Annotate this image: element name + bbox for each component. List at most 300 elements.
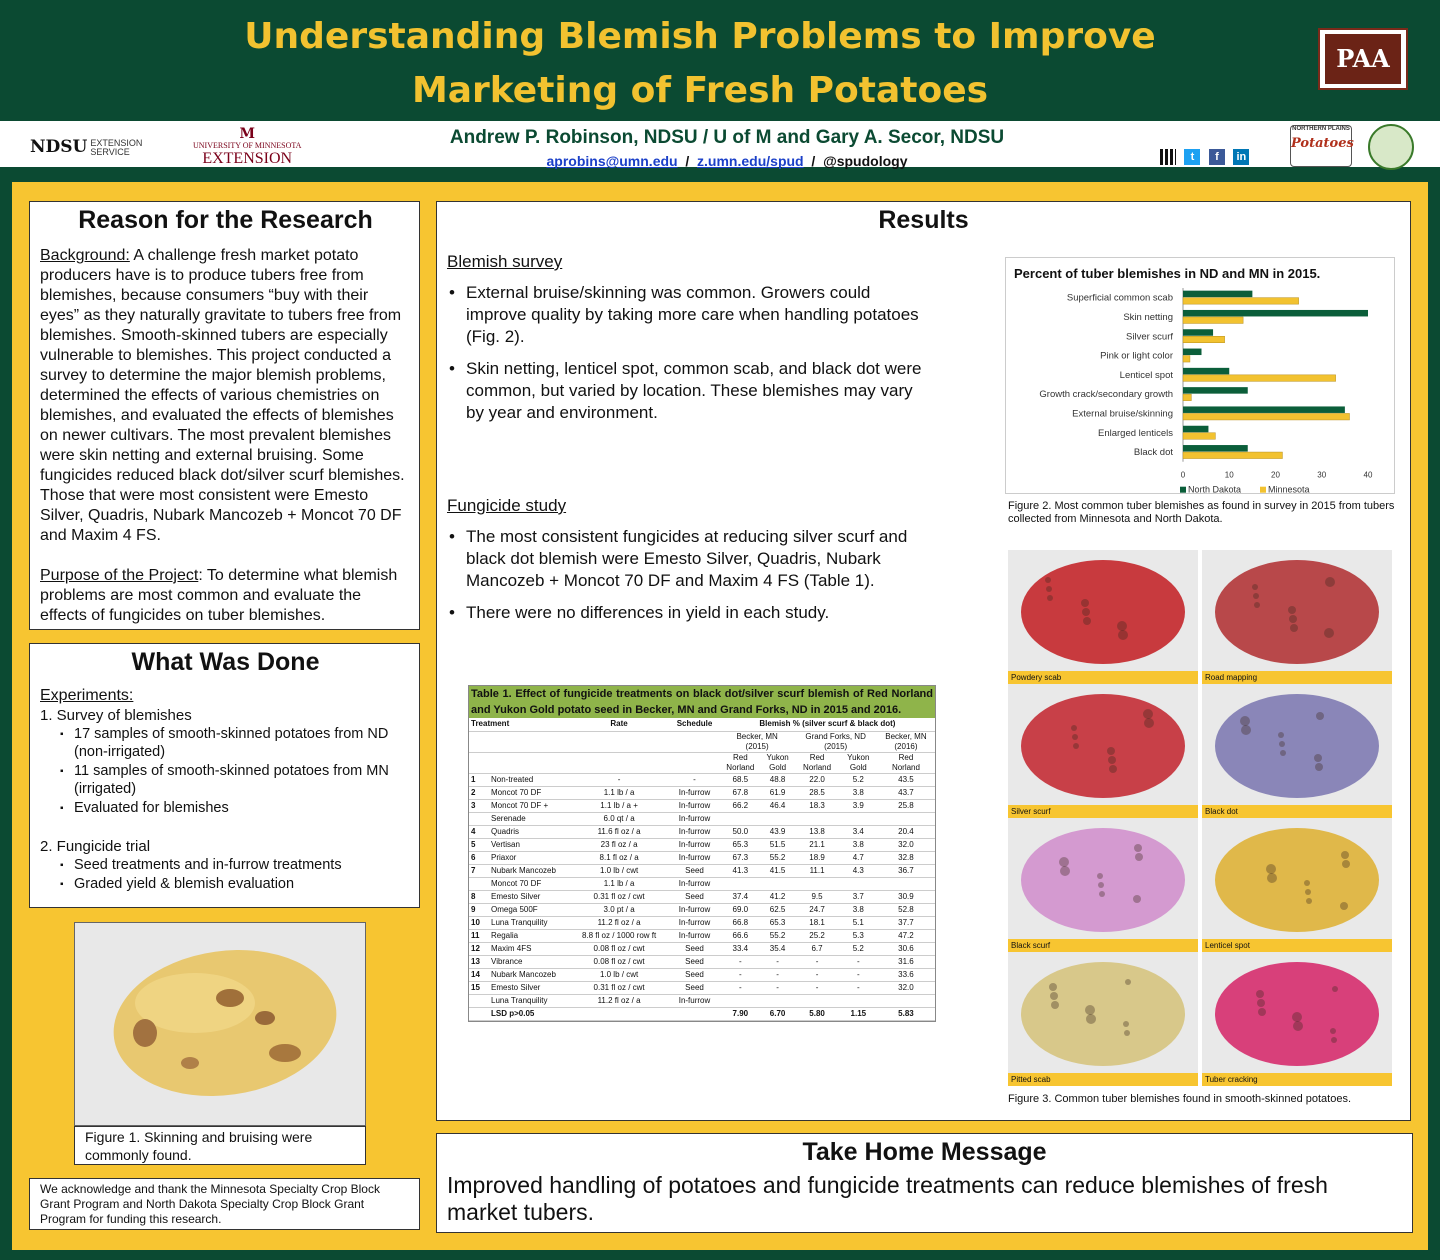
email-link[interactable]: aprobins@umn.edu bbox=[546, 153, 678, 169]
table-cell: 13 bbox=[469, 955, 489, 968]
table-cell: 1.0 lb / cwt bbox=[569, 864, 669, 877]
table-cell: 47.2 bbox=[877, 929, 935, 942]
table-cell: 51.5 bbox=[761, 838, 795, 851]
background-paragraph bbox=[40, 246, 411, 546]
table-cell: 31.6 bbox=[877, 955, 935, 968]
table-cell: In-furrow bbox=[669, 877, 720, 890]
table-cell: 5.83 bbox=[877, 1007, 935, 1020]
blemish-photo bbox=[1008, 952, 1198, 1086]
blemish-survey-label: Blemish survey bbox=[447, 252, 563, 271]
bar-minnesota bbox=[1183, 356, 1190, 363]
take-home-title: Take Home Message bbox=[802, 1138, 1047, 1166]
table-cell: 67.3 bbox=[720, 851, 761, 864]
table-cell: Luna Tranquility bbox=[489, 916, 569, 929]
figure-1-caption: Figure 1. Skinning and bruising were commonly found. bbox=[74, 1126, 366, 1165]
table-cell: In-furrow bbox=[669, 838, 720, 851]
table-cell: - bbox=[761, 981, 795, 994]
table-cell: - bbox=[840, 955, 877, 968]
table-cell bbox=[720, 812, 761, 825]
table-cell: 66.8 bbox=[720, 916, 761, 929]
tuber-illustration bbox=[1202, 684, 1392, 805]
table-cell: 24.7 bbox=[794, 903, 839, 916]
table-cell: 11.6 fl oz / a bbox=[569, 825, 669, 838]
table-row bbox=[469, 799, 935, 812]
table-cell: In-furrow bbox=[669, 812, 720, 825]
table-cell: In-furrow bbox=[669, 903, 720, 916]
c4a: Yukon bbox=[847, 752, 870, 762]
header-cultivar bbox=[794, 752, 839, 773]
title-line-1: Understanding Blemish Problems to Improve bbox=[244, 16, 1156, 57]
bar-minnesota bbox=[1183, 394, 1191, 401]
table-cell: 23 fl oz / a bbox=[569, 838, 669, 851]
loc2-text: Grand Forks, ND bbox=[805, 731, 866, 741]
table-cell: 3.8 bbox=[840, 838, 877, 851]
table-cell: 8.8 fl oz / 1000 row ft bbox=[569, 929, 669, 942]
table-cell: 37.7 bbox=[877, 916, 935, 929]
c5a: Red bbox=[898, 752, 914, 762]
table-row bbox=[469, 942, 935, 955]
table-cell bbox=[761, 994, 795, 1007]
category-label: Growth crack/secondary growth bbox=[1039, 389, 1173, 401]
table-cell: 7.90 bbox=[720, 1007, 761, 1020]
table-cell: 3.8 bbox=[840, 786, 877, 799]
table-cell: 25.8 bbox=[877, 799, 935, 812]
category-label: Lenticel spot bbox=[1119, 369, 1173, 381]
blemish-photo bbox=[1202, 952, 1392, 1086]
table-cell: 10 bbox=[469, 916, 489, 929]
ndsu-logo-sub bbox=[90, 139, 142, 157]
take-home-panel bbox=[436, 1133, 1413, 1233]
blemish-photo bbox=[1008, 550, 1198, 684]
social-icons bbox=[1160, 148, 1253, 166]
c4b: Gold bbox=[849, 762, 867, 772]
table-cell: 41.2 bbox=[761, 890, 795, 903]
table-cell: 8 bbox=[469, 890, 489, 903]
table-row bbox=[469, 812, 935, 825]
experiments-label bbox=[40, 686, 411, 706]
blemish-survey-section bbox=[447, 252, 927, 428]
photo-label: Black dot bbox=[1202, 805, 1392, 818]
table-cell: 48.8 bbox=[761, 773, 795, 786]
table-cell: - bbox=[720, 981, 761, 994]
blemish-photo bbox=[1202, 684, 1392, 818]
table-cell: 1 bbox=[469, 773, 489, 786]
c2a: Yukon bbox=[766, 752, 789, 762]
c3b: Norland bbox=[803, 762, 832, 772]
table-cell: 0.31 fl oz / cwt bbox=[569, 981, 669, 994]
table-1 bbox=[468, 685, 936, 1022]
table-cell: 1.0 lb / cwt bbox=[569, 968, 669, 981]
table-cell: 50.0 bbox=[720, 825, 761, 838]
c2b: Gold bbox=[769, 762, 787, 772]
lsd-row bbox=[469, 1007, 935, 1020]
fungicide-item: 2. Fungicide trial bbox=[40, 838, 151, 855]
table-cell: 13.8 bbox=[794, 825, 839, 838]
table-1-caption: Table 1. Effect of fungicide treatments on black dot/silver scurf blemish of Red Norland and Yukon Gold potato seed in Becker, MN and Grand Forks, ND in 2015 and 2016. bbox=[471, 688, 933, 716]
table-cell: - bbox=[794, 968, 839, 981]
photo-label: Powdery scab bbox=[1008, 671, 1198, 684]
ndsu-sub2: SERVICE bbox=[90, 146, 130, 157]
figure-1-photo bbox=[74, 922, 366, 1126]
list-item: • The most consistent fungicides at reducing silver scurf and black dot blemish were Emesto Silver, Quadris, Nubark Mancozeb + Moncot 70 DF and Maxim 4 FS (Table 1). bbox=[447, 526, 927, 592]
list-item: ▪ 17 samples of smooth-skinned potatoes from ND (non-irrigated) bbox=[60, 725, 411, 761]
yr3-text: (2016) bbox=[894, 741, 918, 751]
table-cell: 6.70 bbox=[761, 1007, 795, 1020]
table-cell: 30.6 bbox=[877, 942, 935, 955]
blemish-bar-chart bbox=[1006, 258, 1396, 495]
table-cell: 6 bbox=[469, 851, 489, 864]
table-cell: - bbox=[840, 968, 877, 981]
table-cell bbox=[761, 812, 795, 825]
table-cell: - bbox=[669, 773, 720, 786]
table-cell: Seed bbox=[669, 955, 720, 968]
table-cell: - bbox=[761, 968, 795, 981]
table-cell: Non-treated bbox=[489, 773, 569, 786]
table-cell: Vertisan bbox=[489, 838, 569, 851]
table-cell bbox=[877, 877, 935, 890]
photo-label: Tuber cracking bbox=[1202, 1073, 1392, 1086]
header-location-3 bbox=[877, 731, 935, 752]
table-cell: Quadris bbox=[489, 825, 569, 838]
header-rate: Rate bbox=[569, 718, 669, 731]
table-row bbox=[469, 981, 935, 994]
table-cell: 28.5 bbox=[794, 786, 839, 799]
table-cell: 15 bbox=[469, 981, 489, 994]
x-tick-label: 0 bbox=[1180, 470, 1186, 480]
table-cell: 69.0 bbox=[720, 903, 761, 916]
table-cell bbox=[469, 877, 489, 890]
table-cell: 0.31 fl oz / cwt bbox=[569, 890, 669, 903]
bar-north-dakota bbox=[1183, 426, 1208, 433]
blemish-photo bbox=[1202, 818, 1392, 952]
table-cell: 0.08 fl oz / cwt bbox=[569, 942, 669, 955]
header-cultivar bbox=[840, 752, 877, 773]
header-cultivar bbox=[877, 752, 935, 773]
table-cell: 22.0 bbox=[794, 773, 839, 786]
reason-panel bbox=[29, 201, 420, 630]
header-treatment: Treatment bbox=[469, 718, 569, 731]
qr-code-icon[interactable] bbox=[1160, 149, 1176, 165]
table-cell bbox=[469, 994, 489, 1007]
chart-title: Percent of tuber blemishes in ND and MN in 2015. bbox=[1014, 266, 1321, 281]
table-cell: 6.7 bbox=[794, 942, 839, 955]
table-cell: Seed bbox=[669, 890, 720, 903]
table-cell: 32.0 bbox=[877, 838, 935, 851]
table-cell: 41.5 bbox=[761, 864, 795, 877]
table-cell: 30.9 bbox=[877, 890, 935, 903]
table-cell: 55.2 bbox=[761, 929, 795, 942]
category-label: Skin netting bbox=[1123, 311, 1173, 323]
table-row bbox=[469, 994, 935, 1007]
table-cell: 3.7 bbox=[840, 890, 877, 903]
blemish-photo bbox=[1008, 684, 1198, 818]
list-item: ▪ Evaluated for blemishes bbox=[60, 799, 411, 817]
ndsu-extension-logo bbox=[30, 137, 142, 157]
table-cell: 55.2 bbox=[761, 851, 795, 864]
table-cell: In-furrow bbox=[669, 799, 720, 812]
table-row bbox=[469, 955, 935, 968]
table-row bbox=[469, 851, 935, 864]
table-cell: Serenade bbox=[489, 812, 569, 825]
header-location-1 bbox=[720, 731, 795, 752]
list-item: ▪ Graded yield & blemish evaluation bbox=[60, 875, 411, 893]
purpose-label: Purpose of the Project bbox=[40, 567, 199, 584]
take-home-text: Improved handling of potatoes and fungicide treatments can reduce blemishes of fresh market tubers. bbox=[447, 1172, 1328, 1225]
table-cell: - bbox=[720, 955, 761, 968]
paa-logo-text: PAA bbox=[1325, 34, 1401, 84]
fungicide-bullets bbox=[447, 526, 927, 624]
table-cell: Priaxor bbox=[489, 851, 569, 864]
figure-2-caption: Figure 2. Most common tuber blemishes as found in survey in 2015 from tubers collected from Minnesota and North Dakota. bbox=[1008, 500, 1395, 525]
bar-north-dakota bbox=[1183, 445, 1248, 452]
mn-area-ii-logo bbox=[1368, 124, 1414, 170]
table-cell: 1.1 lb / a bbox=[569, 786, 669, 799]
table-cell: 43.9 bbox=[761, 825, 795, 838]
table-cell: 3.4 bbox=[840, 825, 877, 838]
table-row bbox=[469, 890, 935, 903]
header-cultivar bbox=[720, 752, 761, 773]
background-text: A challenge fresh market potato producers have is to produce tubers free from blemishes, because consumers “buy with their eyes” as they naturally gravitate to tubers free from blemishes. Smooth-skinned tubers are especially vulnerable to blemishes. This project conducted a survey to determine the major blemish problems, determined the effects of various chemistries on blemishes, and evaluated the effects of blemishes on newer cultivars. The most prevalent blemishes were skin netting and external bruising. Some fungicides reduced black dot/silver scurf blemishes. Those that were most consistent were Emesto Silver, Quadris, Nubark Mancozeb + Moncot 70 DF and Maxim 4 FS. bbox=[40, 247, 405, 544]
table-cell: 67.8 bbox=[720, 786, 761, 799]
survey-item: 1. Survey of blemishes bbox=[40, 707, 192, 724]
table-cell: 32.8 bbox=[877, 851, 935, 864]
table-cell: 46.4 bbox=[761, 799, 795, 812]
table-cell: 41.3 bbox=[720, 864, 761, 877]
category-label: External bruise/skinning bbox=[1072, 408, 1173, 420]
table-cell: Vibrance bbox=[489, 955, 569, 968]
table-cell: 11.2 fl oz / a bbox=[569, 916, 669, 929]
northern-plains-potato-logo bbox=[1290, 125, 1352, 167]
table-cell: 65.3 bbox=[720, 838, 761, 851]
blemish-photo bbox=[1202, 550, 1392, 684]
website-link[interactable]: z.umn.edu/spud bbox=[697, 153, 804, 169]
paa-logo bbox=[1318, 28, 1408, 90]
reason-title: Reason for the Research bbox=[78, 206, 373, 234]
table-cell bbox=[794, 994, 839, 1007]
table-cell bbox=[761, 877, 795, 890]
table-cell: 4 bbox=[469, 825, 489, 838]
linkedin-icon[interactable]: in bbox=[1233, 149, 1249, 165]
bar-north-dakota bbox=[1183, 387, 1248, 394]
acknowledgment-box: We acknowledge and thank the Minnesota Specialty Crop Block Grant Program and North Dakota Specialty Crop Block Grant Program for funding this research. bbox=[29, 1178, 420, 1230]
table-cell bbox=[840, 994, 877, 1007]
title-line-2: Marketing of Fresh Potatoes bbox=[411, 70, 989, 111]
table-cell: 43.5 bbox=[877, 773, 935, 786]
table-cell: 25.2 bbox=[794, 929, 839, 942]
table-cell: 0.08 fl oz / cwt bbox=[569, 955, 669, 968]
table-cell: Omega 500F bbox=[489, 903, 569, 916]
table-cell: Moncot 70 DF bbox=[489, 877, 569, 890]
what-was-done-panel bbox=[29, 643, 420, 908]
category-label: Black dot bbox=[1133, 447, 1173, 459]
table-cell: 36.7 bbox=[877, 864, 935, 877]
poster-header bbox=[0, 0, 1440, 118]
table-cell: 12 bbox=[469, 942, 489, 955]
photo-label: Pitted scab bbox=[1008, 1073, 1198, 1086]
table-cell: Luna Tranquility bbox=[489, 994, 569, 1007]
poster-title bbox=[150, 10, 1250, 118]
table-cell: 65.3 bbox=[761, 916, 795, 929]
table-cell: 1.15 bbox=[840, 1007, 877, 1020]
table-cell: In-furrow bbox=[669, 916, 720, 929]
table-cell bbox=[720, 994, 761, 1007]
bar-minnesota bbox=[1183, 298, 1299, 305]
table-row bbox=[469, 825, 935, 838]
table-cell: 5.3 bbox=[840, 929, 877, 942]
table-cell: 1.1 lb / a + bbox=[569, 799, 669, 812]
table-row bbox=[469, 916, 935, 929]
legend-swatch bbox=[1180, 487, 1186, 493]
survey-bullets bbox=[447, 282, 927, 424]
bar-minnesota bbox=[1183, 317, 1243, 324]
x-tick-label: 40 bbox=[1363, 470, 1373, 480]
table-cell: - bbox=[720, 968, 761, 981]
table-cell: 3 bbox=[469, 799, 489, 812]
table-row bbox=[469, 864, 935, 877]
table-cell: Moncot 70 DF + bbox=[489, 799, 569, 812]
table-cell: 4.7 bbox=[840, 851, 877, 864]
bar-north-dakota bbox=[1183, 329, 1213, 336]
table-row bbox=[469, 877, 935, 890]
category-label: Silver scurf bbox=[1126, 331, 1173, 343]
table-row bbox=[469, 903, 935, 916]
table-cell: In-furrow bbox=[669, 825, 720, 838]
legend-label: Minnesota bbox=[1268, 484, 1310, 495]
sep-1: / bbox=[685, 153, 690, 169]
table-cell: In-furrow bbox=[669, 851, 720, 864]
table-cell: 11.2 fl oz / a bbox=[569, 994, 669, 1007]
header-schedule: Schedule bbox=[669, 718, 720, 731]
table-cell bbox=[569, 1007, 669, 1020]
table-cell: Regalia bbox=[489, 929, 569, 942]
table-cell: Seed bbox=[669, 981, 720, 994]
list-item: • Skin netting, lenticel spot, common scab, and black dot were common, but varied by location. These blemishes may vary by year and environment. bbox=[447, 358, 927, 424]
blemish-photo bbox=[1008, 818, 1198, 952]
table-cell: Seed bbox=[669, 968, 720, 981]
loc3-text: Becker, MN bbox=[885, 731, 927, 741]
list-item: • There were no differences in yield in each study. bbox=[447, 602, 927, 624]
table-cell bbox=[877, 812, 935, 825]
table-row bbox=[469, 968, 935, 981]
bar-minnesota bbox=[1183, 336, 1225, 343]
x-tick-label: 30 bbox=[1317, 470, 1327, 480]
table-row bbox=[469, 838, 935, 851]
table-cell: 9.5 bbox=[794, 890, 839, 903]
table-cell: 18.1 bbox=[794, 916, 839, 929]
table-cell: Emesto Silver bbox=[489, 981, 569, 994]
umn-univ-text: UNIVERSITY OF MINNESOTA bbox=[193, 141, 302, 150]
figure-3-caption: Figure 3. Common tuber blemishes found in smooth-skinned potatoes. bbox=[1008, 1093, 1352, 1105]
author-bar bbox=[0, 118, 1440, 170]
facebook-icon[interactable]: f bbox=[1209, 149, 1225, 165]
umn-ext-text: EXTENSION bbox=[202, 150, 293, 167]
category-label: Superficial common scab bbox=[1066, 292, 1173, 304]
photo-label: Lenticel spot bbox=[1202, 939, 1392, 952]
figure-2-chart bbox=[1005, 257, 1395, 494]
table-cell bbox=[840, 877, 877, 890]
table-cell: Emesto Silver bbox=[489, 890, 569, 903]
table-cell: 43.7 bbox=[877, 786, 935, 799]
photo-label: Black scurf bbox=[1008, 939, 1198, 952]
fungicide-study-section bbox=[447, 496, 927, 628]
table-cell: 3.8 bbox=[840, 903, 877, 916]
table-cell: Seed bbox=[669, 942, 720, 955]
x-tick-label: 10 bbox=[1224, 470, 1234, 480]
tuber-illustration bbox=[1008, 952, 1198, 1073]
np-small-text: NORTHERN PLAINS bbox=[1292, 126, 1350, 132]
twitter-icon[interactable]: t bbox=[1184, 149, 1200, 165]
table-cell: LSD p>0.05 bbox=[489, 1007, 569, 1020]
table-cell: 11 bbox=[469, 929, 489, 942]
ndsu-sub1: EXTENSION bbox=[90, 137, 143, 148]
table-cell: 8.1 fl oz / a bbox=[569, 851, 669, 864]
bar-north-dakota bbox=[1183, 349, 1202, 356]
what-was-done-title: What Was Done bbox=[131, 648, 320, 676]
table-row bbox=[469, 786, 935, 799]
table-cell bbox=[720, 877, 761, 890]
table-cell: 5.80 bbox=[794, 1007, 839, 1020]
survey-sublist bbox=[60, 725, 411, 817]
table-cell: - bbox=[840, 981, 877, 994]
table-cell: In-furrow bbox=[669, 786, 720, 799]
yr1-text: (2015) bbox=[745, 741, 769, 751]
header-blemish: Blemish % (silver scurf & black dot) bbox=[720, 718, 935, 731]
table-cell: 5.1 bbox=[840, 916, 877, 929]
table-cell: 62.5 bbox=[761, 903, 795, 916]
photo-label: Road mapping bbox=[1202, 671, 1392, 684]
bar-minnesota bbox=[1183, 452, 1282, 459]
experiments-label-text: Experiments: bbox=[40, 687, 134, 704]
bar-minnesota bbox=[1183, 433, 1215, 440]
table-cell bbox=[469, 812, 489, 825]
umn-extension-logo bbox=[193, 127, 301, 167]
table-cell: 32.0 bbox=[877, 981, 935, 994]
c5b: Norland bbox=[891, 762, 920, 772]
c3a: Red bbox=[809, 752, 825, 762]
ndsu-logo-text: NDSU bbox=[30, 137, 88, 157]
table-cell: 18.9 bbox=[794, 851, 839, 864]
table-cell bbox=[669, 1007, 720, 1020]
table-cell bbox=[794, 812, 839, 825]
table-cell: 33.4 bbox=[720, 942, 761, 955]
tuber-illustration bbox=[1202, 952, 1392, 1073]
bar-north-dakota bbox=[1183, 406, 1345, 413]
category-label: Pink or light color bbox=[1100, 350, 1173, 362]
table-cell bbox=[877, 994, 935, 1007]
table-cell: 11.1 bbox=[794, 864, 839, 877]
table-cell: 5.2 bbox=[840, 942, 877, 955]
table-cell: - bbox=[569, 773, 669, 786]
twitter-handle: @spudology bbox=[823, 153, 908, 169]
np-script-text: Potatoes bbox=[1291, 136, 1354, 151]
author-names: Andrew P. Robinson, NDSU / U of M and Gary A. Secor, NDSU bbox=[449, 127, 1005, 148]
tuber-illustration bbox=[1008, 818, 1198, 939]
table-cell: 7 bbox=[469, 864, 489, 877]
table-cell: 66.2 bbox=[720, 799, 761, 812]
table-cell bbox=[794, 877, 839, 890]
table-cell: 18.3 bbox=[794, 799, 839, 812]
table-cell: 2 bbox=[469, 786, 489, 799]
table-cell: Nubark Mancozeb bbox=[489, 968, 569, 981]
background-label: Background: bbox=[40, 247, 130, 264]
header-cultivar bbox=[761, 752, 795, 773]
bar-north-dakota bbox=[1183, 368, 1229, 375]
table-cell: Nubark Mancozeb bbox=[489, 864, 569, 877]
table-cell: In-furrow bbox=[669, 929, 720, 942]
legend-label: North Dakota bbox=[1188, 484, 1242, 495]
table-cell: 14 bbox=[469, 968, 489, 981]
table-cell: 61.9 bbox=[761, 786, 795, 799]
